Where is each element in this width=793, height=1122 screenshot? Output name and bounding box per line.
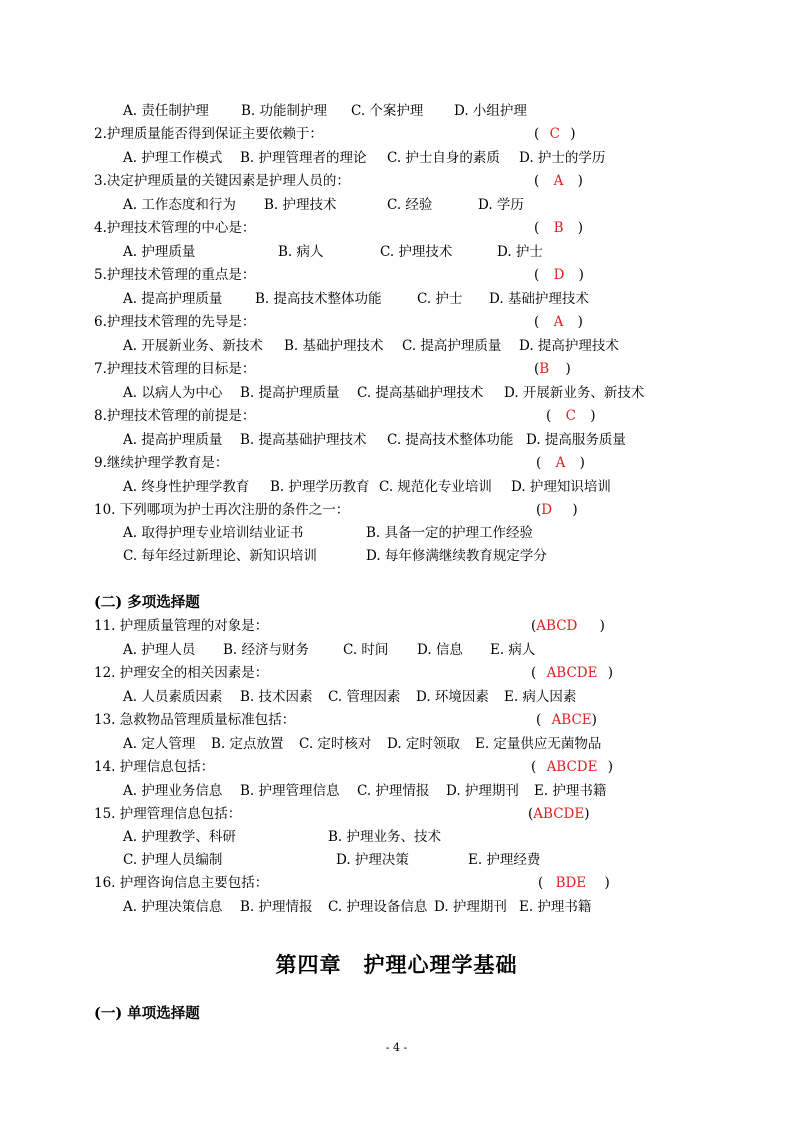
option: C. 时间 (343, 642, 389, 658)
option: D. 信息 (417, 642, 463, 658)
option: C. 护理情报 (357, 783, 430, 799)
answer: ( ABCDE ) (531, 759, 614, 775)
question-text: 6.护理技术管理的先导是： (94, 314, 256, 330)
question-text: 15. 护理管理信息包括： (94, 806, 242, 822)
option: D. 提高护理技术 (519, 338, 619, 354)
answer: (ABCDE) (528, 806, 590, 822)
option: B. 提高护理质量 (240, 385, 340, 401)
option: D. 每年修满继续教育规定学分 (366, 548, 547, 564)
answer: ( ABCDE ) (531, 665, 614, 681)
option: A. 提高护理质量 (123, 432, 223, 448)
option: C. 经验 (387, 197, 433, 213)
section-title: (二) 多项选择题 (94, 594, 200, 611)
option: D. 护理期刊 (446, 783, 519, 799)
option: D. 护士的学历 (519, 150, 606, 166)
option: B. 护理管理信息 (240, 783, 340, 799)
option: B. 具备一定的护理工作经验 (366, 525, 534, 541)
question-text: 10. 下列哪项为护士再次注册的条件之一： (94, 502, 350, 518)
question-text: 14. 护理信息包括： (94, 759, 215, 775)
option: B. 提高基础护理技术 (240, 432, 367, 448)
option: A. 提高护理质量 (123, 291, 223, 307)
option: A. 工作态度和行为 (123, 197, 236, 213)
option: E. 护理书籍 (534, 783, 607, 799)
option: B. 经济与财务 (223, 642, 310, 658)
answer: ( BDE ) (538, 875, 610, 891)
option: E. 病人因素 (504, 689, 577, 705)
question-text: 5.护理技术管理的重点是： (94, 267, 256, 283)
answer: ( D ) (534, 267, 584, 283)
option: D. 护士 (497, 244, 543, 260)
question-text: 8.护理技术管理的前提是： (94, 408, 256, 424)
option: E. 护理书籍 (519, 899, 592, 915)
option: B. 护理情报 (240, 899, 313, 915)
answer: ( C ) (534, 126, 576, 142)
option: D. 护理期刊 (434, 899, 507, 915)
question-text: 3.决定护理质量的关键因素是护理人员的： (94, 173, 350, 189)
option: C. 护理设备信息 (328, 899, 428, 915)
option: A. 护理人员 (123, 642, 196, 658)
option: C. 护士 (417, 291, 463, 307)
option: B. 提高技术整体功能 (255, 291, 382, 307)
option: D. 提高服务质量 (526, 432, 626, 448)
option: E. 定量供应无菌物品 (475, 736, 602, 752)
option: A. 护理业务信息 (123, 783, 223, 799)
option: D. 环境因素 (416, 689, 489, 705)
question-text: 13. 急救物品管理质量标准包括： (94, 712, 296, 728)
option: B. 护理管理者的理论 (240, 150, 367, 166)
chapter-title: 第四章 护理心理学基础 (275, 952, 518, 977)
answer: ( A ) (534, 314, 583, 330)
option: D. 护理决策 (336, 852, 409, 868)
option: C. 每年经过新理论、新知识培训 (123, 548, 317, 564)
option: C. 提高护理质量 (402, 338, 502, 354)
question-text: 16. 护理咨询信息主要包括： (94, 875, 269, 891)
option: B. 护理业务、技术 (328, 829, 442, 845)
page-number: - 4 - (385, 1041, 408, 1054)
option: A. 终身性护理学教育 (123, 479, 250, 495)
option: C. 护理技术 (380, 244, 453, 260)
option: C. 提高基础护理技术 (357, 385, 484, 401)
option: B. 技术因素 (240, 689, 313, 705)
answer: (ABCD ) (531, 618, 605, 634)
option: D. 小组护理 (454, 103, 527, 119)
question-text: 4.护理技术管理的中心是： (94, 220, 256, 236)
option: E. 病人 (490, 642, 536, 658)
question-text: 11. 护理质量管理的对象是： (94, 618, 269, 634)
option: A. 护理质量 (123, 244, 196, 260)
option: C. 管理因素 (328, 689, 401, 705)
option: D. 基础护理技术 (489, 291, 589, 307)
option: C. 护士自身的素质 (387, 150, 500, 166)
option: B. 定点放置 (211, 736, 284, 752)
question-text: 9.继续护理学教育是： (94, 455, 229, 471)
answer: ( B ) (534, 220, 584, 236)
option: C. 个案护理 (351, 103, 424, 119)
option: A. 以病人为中心 (123, 385, 223, 401)
option: A. 人员素质因素 (123, 689, 223, 705)
option: C. 提高技术整体功能 (387, 432, 514, 448)
option: C. 护理人员编制 (123, 852, 223, 868)
option: C. 定时核对 (299, 736, 372, 752)
answer: (B ) (534, 361, 571, 377)
option: E. 护理经费 (468, 852, 541, 868)
option: D. 定时领取 (387, 736, 460, 752)
question-text: 2.护理质量能否得到保证主要依赖于： (94, 126, 323, 142)
option: C. 规范化专业培训 (379, 479, 492, 495)
option: A. 定人管理 (123, 736, 196, 752)
answer: ( A ) (534, 173, 583, 189)
option: A. 责任制护理 (123, 103, 209, 119)
option: A. 护理教学、科研 (123, 829, 236, 845)
option: B. 护理学历教育 (270, 479, 370, 495)
option: D. 学历 (478, 197, 524, 213)
option: B. 基础护理技术 (284, 338, 384, 354)
answer: ( ABCE) (536, 712, 597, 728)
option: A. 护理工作模式 (123, 150, 223, 166)
answer: (D ) (536, 502, 578, 518)
question-text: 7.护理技术管理的目标是： (94, 361, 256, 377)
answer: ( A ) (536, 455, 585, 471)
option: A. 开展新业务、新技术 (123, 338, 263, 354)
option: D. 护理知识培训 (511, 479, 611, 495)
answer: ( C ) (546, 408, 596, 424)
section-title: (一) 单项选择题 (94, 1005, 200, 1022)
option: A. 护理决策信息 (123, 899, 223, 915)
option: B. 病人 (278, 244, 324, 260)
question-text: 12. 护理安全的相关因素是： (94, 665, 269, 681)
option: B. 护理技术 (264, 197, 337, 213)
option: B. 功能制护理 (241, 103, 328, 119)
option: D. 开展新业务、新技术 (504, 385, 645, 401)
option: A. 取得护理专业培训结业证书 (123, 525, 304, 541)
